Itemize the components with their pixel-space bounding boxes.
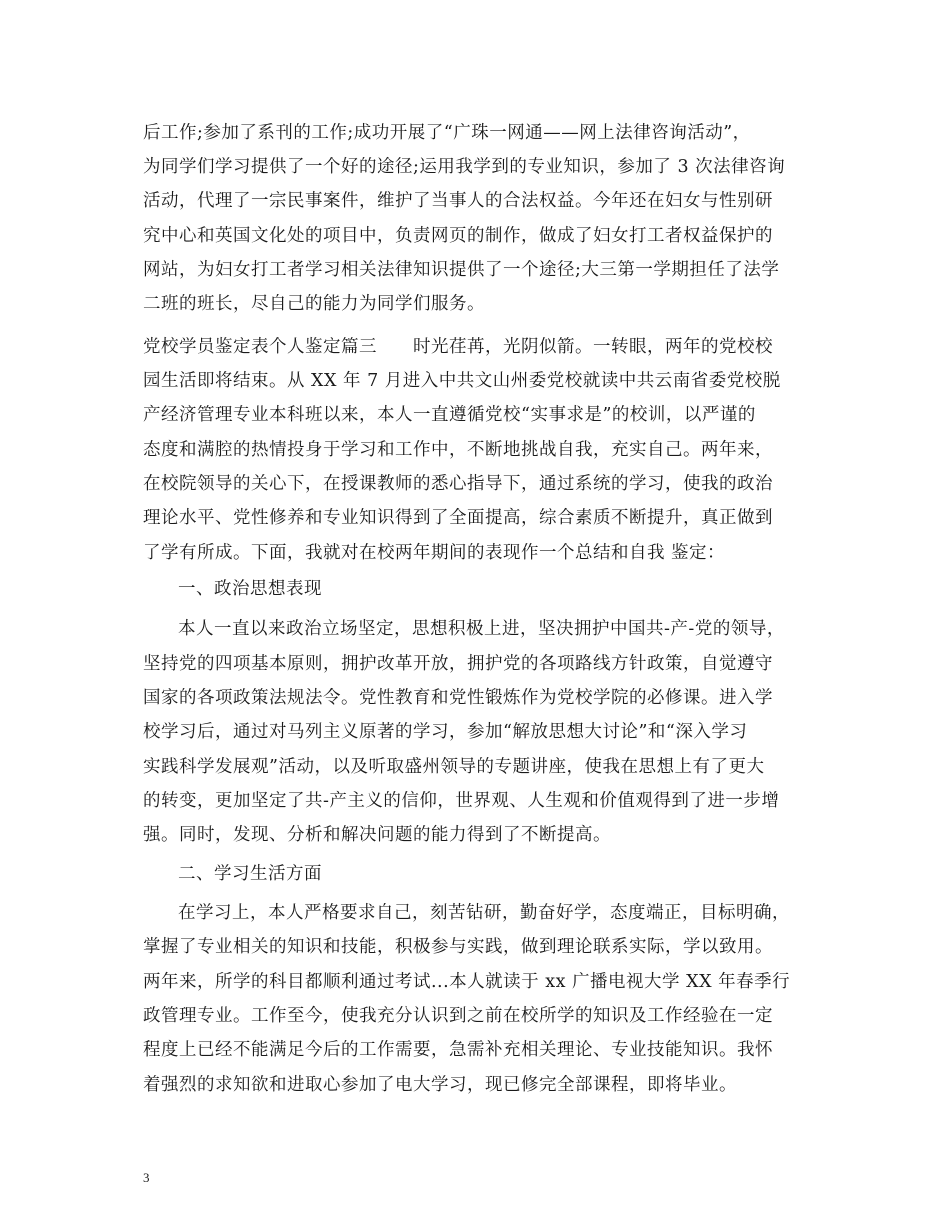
text-line: 国家的各项政策法规法令。党性教育和党性锻炼作为党校学院的必修课。进入学 [143, 688, 773, 708]
text-line: 园生活即将结束。从 XX 年 7 月进入中共文山州委党校就读中共云南省委党校脱 [143, 371, 781, 391]
text-line: 强。同时，发现、分析和解决问题的能力得到了不断提高。 [143, 825, 611, 845]
text-line: 党校学员鉴定表个人鉴定篇三 时光荏苒，光阴似箭。一转眼，两年的党校校 [143, 337, 773, 357]
page-number: 3 [143, 1170, 150, 1185]
text-line: 理论水平、党性修养和专业知识得到了全面提高，综合素质不断提升，真正做到 [143, 508, 773, 528]
text-line: 坚持党的四项基本原则，拥护改革开放，拥护党的各项路线方针政策，自觉遵守 [143, 654, 773, 674]
text-line: 态度和满腔的热情投身于学习和工作中，不断地挑战自我，充实自己。两年来， [143, 440, 773, 460]
text-line: 程度上已经不能满足今后的工作需要，急需补充相关理论、专业技能知识。我怀 [143, 1040, 773, 1060]
text-line: 本人一直以来政治立场坚定，思想积极上进，坚决拥护中国共-产-党的领导， [178, 619, 785, 639]
text-line: 为同学们学习提供了一个好的途径;运用我学到的专业知识，参加了 3 次法律咨询 [143, 157, 786, 177]
text-line: 了学有所成。下面，我就对在校两年期间的表现作一个总结和自我 鉴定： [143, 543, 726, 563]
text-line: 活动，代理了一宗民事案件，维护了当事人的合法权益。今年还在妇女与性别研 [143, 191, 773, 211]
text-line: 网站，为妇女打工者学习相关法律知识提供了一个途径;大三第一学期担任了法学 [143, 260, 780, 280]
text-line: 二班的班长，尽自己的能力为同学们服务。 [143, 294, 485, 314]
text-line: 后工作;参加了系刊的工作;成功开展了“广珠一网通——网上法律咨询活动”， [143, 123, 751, 143]
text-line: 在学习上，本人严格要求自己，刻苦钻研，勤奋好学，态度端正，目标明确， [178, 903, 790, 923]
text-line: 在校院领导的关心下，在授课教师的悉心指导下，通过系统的学习，使我的政治 [143, 474, 773, 494]
section-heading: 二、学习生活方面 [178, 864, 322, 884]
text-line: 着强烈的求知欲和进取心参加了电大学习，现已修完全部课程，即将毕业。 [143, 1075, 737, 1095]
text-line: 两年来，所学的科目都顺利通过考试...本人就读于 xx 广播电视大学 XX 年春季行 [143, 972, 791, 992]
text-line: 的转变，更加坚定了共-产主义的信仰，世界观、人生观和价值观得到了进一步增 [143, 791, 780, 811]
text-line: 掌握了专业相关的知识和技能，积极参与实践，做到理论联系实际，学以致用。 [143, 937, 773, 957]
text-line: 究中心和英国文化处的项目中，负责网页的制作，做成了妇女打工者权益保护的 [143, 226, 773, 246]
section-heading: 一、政治思想表现 [178, 579, 322, 599]
text-line: 政管理专业。工作至今，使我充分认识到之前在校所学的知识及工作经验在一定 [143, 1006, 773, 1026]
text-line: 实践科学发展观”活动，以及听取盛州领导的专题讲座，使我在思想上有了更大 [143, 757, 765, 777]
text-line: 校学习后，通过对马列主义原著的学习，参加“解放思想大讨论”和“深入学习 [143, 722, 748, 742]
text-line: 产经济管理专业本科班以来，本人一直遵循党校“实事求是”的校训，以严谨的 [143, 405, 756, 425]
